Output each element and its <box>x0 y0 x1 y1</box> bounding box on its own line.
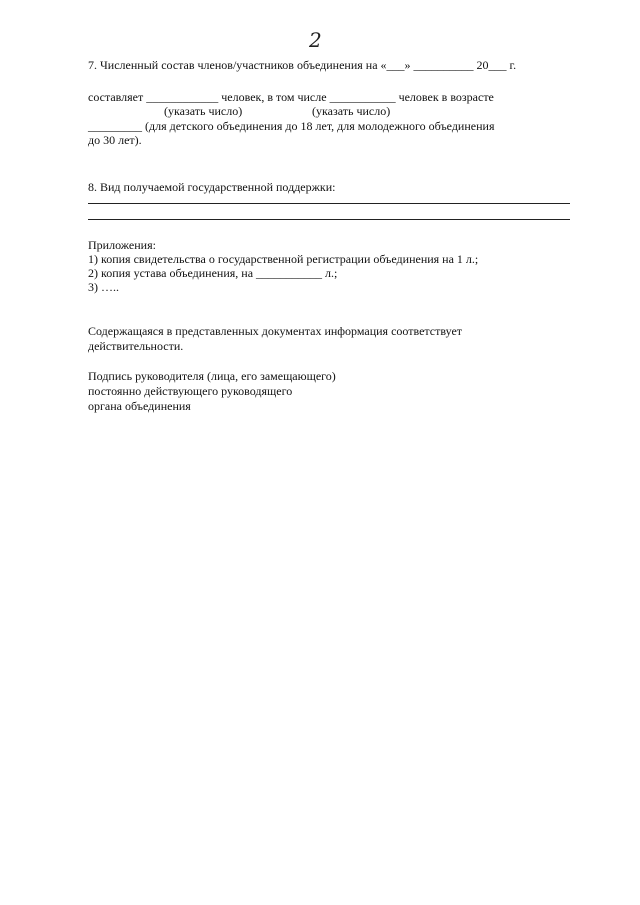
section7-line2: составляет ____________ человек, в том числе ___________ человек в возрасте <box>88 90 494 104</box>
section7-hint-left: (указать число) <box>164 104 243 118</box>
attachment-item-3: 3) ….. <box>88 280 119 294</box>
section8-title: 8. Вид получаемой государственной поддержки: <box>88 180 336 194</box>
attachments-heading: Приложения: <box>88 238 156 252</box>
statement-line2: действительности. <box>88 339 184 353</box>
section7-line3: _________ (для детского объединения до 18 лет, для молодежного объединения <box>88 119 495 133</box>
support-blank-line-1 <box>88 203 570 204</box>
section7-line4: до 30 лет). <box>88 133 142 147</box>
attachment-item-1: 1) копия свидетельства о государственной регистрации объединения на 1 л.; <box>88 252 479 266</box>
section7-hint-right: (указать число) <box>312 104 391 118</box>
statement-line1: Содержащаяся в представленных документах информация соответствует <box>88 324 463 338</box>
page-number: 2 <box>309 28 322 52</box>
attachment-item-2: 2) копия устава объединения, на ___________ л.; <box>88 266 338 280</box>
signature-line3: органа объединения <box>88 399 191 413</box>
signature-line1: Подпись руководителя (лица, его замещающего) <box>88 369 336 383</box>
signature-line2: постоянно действующего руководящего <box>88 384 293 398</box>
section7-line1: 7. Численный состав членов/участников объединения на «___» __________ 20___ г. <box>88 58 517 72</box>
support-blank-line-2 <box>88 219 570 220</box>
